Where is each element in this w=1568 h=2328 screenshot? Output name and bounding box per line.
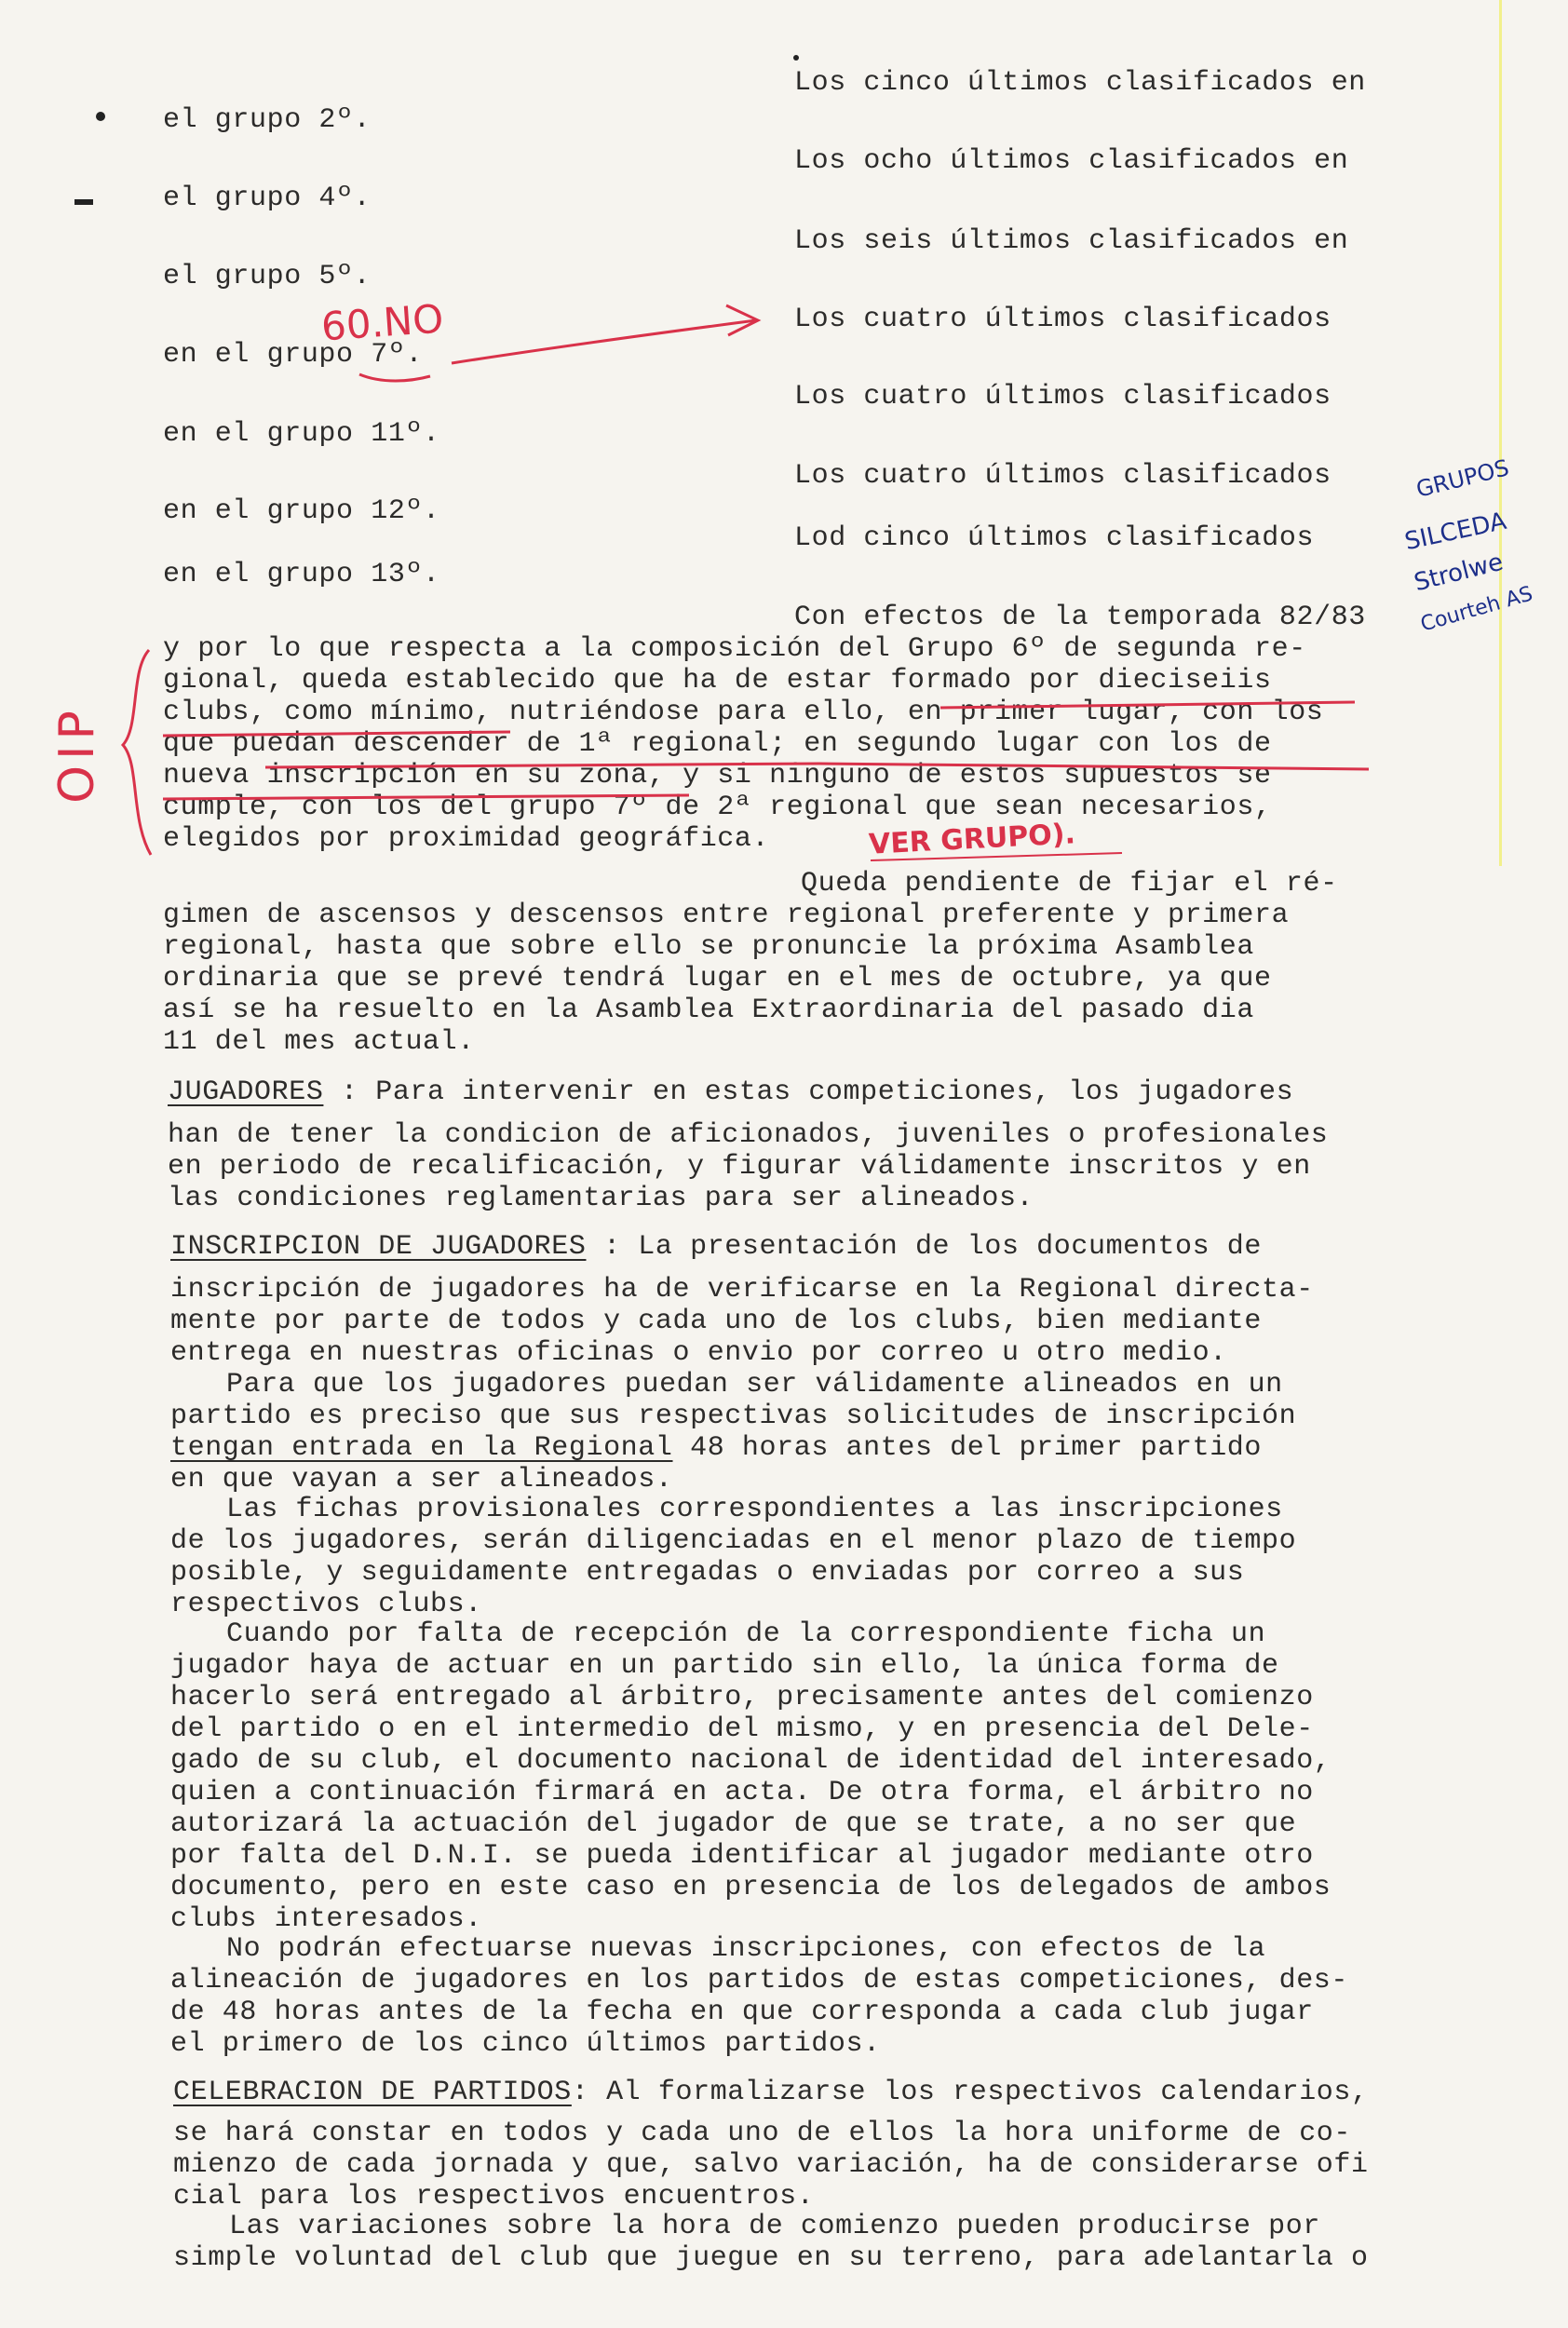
text-line-content: Queda pendiente de fijar el ré-	[801, 868, 1338, 900]
text-line-content: regional, hasta que sobre ello se pronuncie la próxima Asamblea	[163, 931, 1254, 963]
text-line-content: 11 del mes actual.	[163, 1026, 475, 1058]
text-line-content: Los cuatro últimos clasificados	[794, 460, 1331, 492]
section-heading: tengan entrada en la Regional	[170, 1432, 673, 1464]
text-line-content: partido es preciso que sus respectivas solicitudes de inscripción	[170, 1401, 1297, 1432]
text-line-content: : La presentación de los documentos de	[586, 1231, 1262, 1263]
text-line-content: simple voluntad del club que juegue en su terreno, para adelantarla o	[173, 2242, 1369, 2274]
text-line-content: Cuando por falta de recepción de la correspondiente ficha un	[226, 1618, 1266, 1650]
text-line-content: cumple, con los del grupo 7º de 2ª regional que sean necesarios,	[163, 792, 1272, 823]
text-line-content: en periodo de recalificación, y figurar válidamente inscritos y en	[168, 1151, 1311, 1183]
handwritten-note-oip: OIP	[48, 705, 105, 804]
text-line-content: autorizará la actuación del jugador de que se trate, a no ser que	[170, 1808, 1297, 1840]
text-line-content: Con efectos de la temporada 82/83	[794, 602, 1366, 633]
text-line-content: Las fichas provisionales correspondientes a las inscripciones	[226, 1494, 1283, 1525]
text-line-content: jugador haya de actuar en un partido sin ello, la única forma de	[170, 1650, 1279, 1682]
text-line-content: hacerlo será entregado al árbitro, precisamente antes del comienzo	[170, 1682, 1314, 1713]
text-line-content: posible, y seguidamente entregadas o enviadas por correo a sus	[170, 1557, 1245, 1589]
text-line-content: de los jugadores, serán diligenciadas en el menor plazo de tiempo	[170, 1525, 1297, 1557]
section-heading: JUGADORES	[168, 1076, 324, 1108]
text-line-content: del partido o en el intermedio del mismo, y en presencia del Dele-	[170, 1713, 1314, 1745]
text-line-content: mente por parte de todos y cada uno de los clubs, bien mediante	[170, 1306, 1262, 1337]
text-line-content: las condiciones reglamentarias para ser alineados.	[168, 1183, 1034, 1214]
text-line-content: en el grupo 13º.	[163, 559, 440, 590]
text-line-content: en el grupo 12º.	[163, 495, 440, 527]
text-line-content: que puedan descender de 1ª regional; en segundo lugar con los de	[163, 728, 1272, 760]
text-line-content: en el grupo 11º.	[163, 418, 440, 450]
text-line-content: así se ha resuelto en la Asamblea Extraordinaria del pasado dia	[163, 995, 1254, 1026]
text-line-content: en el grupo 7º.	[163, 339, 424, 371]
text-line-content: Los cinco últimos clasificados en	[794, 67, 1366, 99]
section-heading: INSCRIPCION DE JUGADORES	[170, 1231, 587, 1263]
text-line-content: elegidos por proximidad geográfica.	[163, 823, 770, 855]
handwritten-note-silceda: SILCEDA	[1402, 507, 1509, 557]
text-line-content: : Al formalizarse los respectivos calendarios,	[571, 2077, 1369, 2108]
red-arrow-line	[452, 320, 756, 363]
text-line-content: Para que los jugadores puedan ser válidamente alineados en un	[226, 1369, 1283, 1401]
text-line-content: alineación de jugadores en los partidos de estas competiciones, des-	[170, 1965, 1348, 1996]
handwritten-note-strolwe: Strolwe	[1411, 548, 1507, 598]
text-line-content: gional, queda establecido que ha de estar formado por dieciseiis	[163, 665, 1272, 697]
text-line-content: Los seis últimos clasificados en	[794, 225, 1349, 257]
text-line-content: el grupo 4º.	[163, 183, 372, 214]
text-line-content: Los cuatro últimos clasificados	[794, 304, 1331, 335]
red-underline	[359, 374, 430, 381]
text-line-content: mienzo de cada jornada y que, salvo variación, ha de considerarse ofi	[173, 2149, 1369, 2181]
ink-speck	[74, 199, 93, 205]
handwritten-note-courteh: Courteh AS	[1417, 582, 1535, 637]
text-line-content: 48 horas antes del primer partido	[672, 1432, 1262, 1464]
text-line-content: clubs interesados.	[170, 1903, 482, 1935]
text-line-content: nueva inscripción en su zona, y si ninguno de estos supuestos se	[163, 760, 1272, 792]
text-line-content: : Para intervenir en estas competiciones, los jugadores	[323, 1076, 1294, 1108]
text-line-content: han de tener la condicion de aficionados, juveniles o profesionales	[168, 1119, 1329, 1151]
text-line-content: cial para los respectivos encuentros.	[173, 2181, 815, 2213]
text-line-content: el primero de los cinco últimos partidos.	[170, 2028, 881, 2060]
text-line-content: Los cuatro últimos clasificados	[794, 381, 1331, 413]
red-underline	[163, 732, 510, 736]
ink-speck	[793, 55, 799, 61]
text-line-content: de 48 horas antes de la fecha en que corresponda a cada club jugar	[170, 1996, 1314, 2028]
section-heading: CELEBRACION DE PARTIDOS	[173, 2077, 572, 2108]
text-line-content: se hará constar en todos y cada uno de ellos la hora uniforme de co-	[173, 2118, 1351, 2149]
text-line-content: Las variaciones sobre la hora de comienzo pueden producirse por	[229, 2211, 1320, 2242]
red-underline	[265, 764, 1369, 769]
text-line-content: respectivos clubs.	[170, 1589, 482, 1620]
handwritten-note-grupos: GRUPOS	[1413, 454, 1512, 503]
text-line-content: y por lo que respecta a la composición del Grupo 6º de segunda re-	[163, 633, 1306, 665]
text-line-content: el grupo 5º.	[163, 261, 372, 292]
text-line-content: clubs, como mínimo, nutriéndose para ello, en primer lugar, con los	[163, 697, 1324, 728]
text-line-content: el grupo 2º.	[163, 104, 372, 136]
text-line-content: No podrán efectuarse nuevas inscripciones, con efectos de la	[226, 1933, 1266, 1965]
text-line-content: gimen de ascensos y descensos entre regional preferente y primera	[163, 900, 1290, 931]
text-line-content: Lod cinco últimos clasificados	[794, 522, 1315, 554]
red-underline	[940, 702, 1355, 708]
text-line-content: por falta del D.N.I. se pueda identificar al jugador mediante otro	[170, 1840, 1314, 1872]
text-line-content: en que vayan a ser alineados.	[170, 1464, 673, 1496]
ink-speck	[96, 112, 105, 121]
red-brace	[123, 650, 151, 855]
handwritten-note-60-no: 60.NO	[319, 295, 445, 350]
text-line-content: entrega en nuestras oficinas o envio por correo u otro medio.	[170, 1337, 1227, 1369]
text-line-content: Los ocho últimos clasificados en	[794, 145, 1349, 177]
text-line-content: ordinaria que se prevé tendrá lugar en el mes de octubre, ya que	[163, 963, 1272, 995]
text-line-content: documento, pero en este caso en presencia de los delegados de ambos	[170, 1872, 1331, 1903]
handwritten-note-ver-grupo: VER GRUPO).	[868, 818, 1076, 861]
red-underline	[163, 795, 689, 799]
text-line-content: gado de su club, el documento nacional de identidad del interesado,	[170, 1745, 1331, 1777]
text-line-content: quien a continuación firmará en acta. De otra forma, el árbitro no	[170, 1777, 1314, 1808]
text-line-content: inscripción de jugadores ha de verificarse en la Regional directa-	[170, 1274, 1314, 1306]
